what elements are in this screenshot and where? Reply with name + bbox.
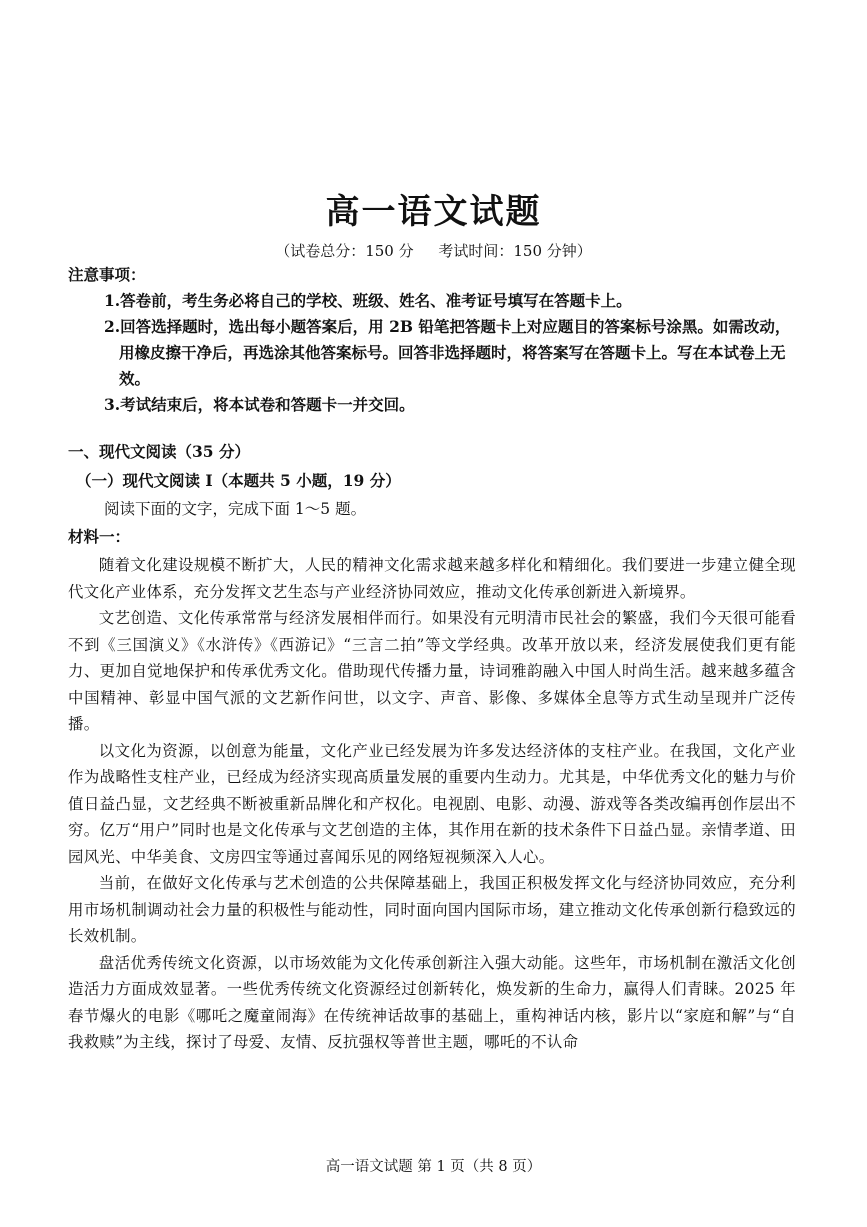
notice-item: 3.考试结束后，将本试卷和答题卡一并交回。 bbox=[104, 395, 415, 414]
notice-heading: 注意事项： bbox=[68, 265, 146, 284]
material-body bbox=[68, 552, 796, 1056]
paragraph: 当前，在做好文化传承与艺术创造的公共保障基础上，我国正积极发挥文化与经济协同效应，充分利用市场机制调动社会力量的积极性与能动性，同时面向国内国际市场，建立推动文化传承创新行稳致远的长效机制。 bbox=[68, 874, 796, 945]
instruction: 阅读下面的文字，完成下面 1～5 题。 bbox=[104, 500, 367, 518]
notice-item: 2.回答选择题时，选出每小题答案后，用 2B 铅笔把答题卡上对应题目的答案标号涂黑。如需改动，用橡皮擦干净后，再选涂其他答案标号。回答非选择题时，将答案写在答题卡上。写在本试卷上无效。 bbox=[104, 317, 791, 388]
paragraph: 文艺创造、文化传承常常与经济发展相伴而行。如果没有元明清市民社会的繁盛，我们今天很可能看不到《三国演义》《水浒传》《西游记》“三言二拍”等文学经典。改革开放以来，经济发展使我们更有能力、更加自觉地保护和传承优秀文化。借助现代传播力量，诗词雅韵融入中国人时尚生活。越来越多蕴含中国精神、彰显中国气派的文艺新作问世，以文字、声音、影像、多媒体全息等方式生动呈现并广泛传播。 bbox=[68, 609, 796, 733]
exam-time: 考试时间：150 分钟） bbox=[438, 242, 592, 260]
material-label: 材料一： bbox=[68, 527, 131, 546]
exam-info bbox=[0, 240, 867, 262]
paragraph: 以文化为资源，以创意为能量，文化产业已经发展为许多发达经济体的支柱产业。在我国，文化产业作为战略性支柱产业，已经成为经济实现高质量发展的重要内生动力。尤其是，中华优秀文化的魅力与价值日益凸显，文艺经典不断被重新品牌化和产权化。电视剧、电影、动漫、游戏等各类改编再创作层出不穷。亿万“用户”同时也是文化传承与文艺创造的主体，其作用在新的技术条件下日益凸显。亲情孝道、田园风光、中华美食、文房四宝等通过喜闻乐见的网络短视频深入人心。 bbox=[68, 741, 796, 866]
total-score: （试卷总分：150 分 bbox=[275, 242, 414, 260]
page-title: 高一语文试题 bbox=[325, 192, 542, 232]
notice-item: 1.答卷前，考生务必将自己的学校、班级、姓名、准考证号填写在答题卡上。 bbox=[104, 291, 632, 310]
section-heading: 一、现代文阅读（35 分） bbox=[68, 442, 250, 461]
paragraph: 盘活优秀传统文化资源，以市场效能为文化传承创新注入强大动能。这些年，市场机制在激活文化创造活力方面成效显著。一些优秀传统文化资源经过创新转化，焕发新的生命力，赢得人们青睐。2025 年春节爆火的电影《哪吒之魔童闹海》在传统神话故事的基础上，重构神话内核，影片以“家庭和解”与“自我救赎”为主线，探讨了母爱、友情、反抗强权等普世主题，哪吒的不认命 bbox=[68, 953, 796, 1051]
sub-section-heading: （一）现代文阅读 I（本题共 5 小题，19 分） bbox=[76, 471, 401, 490]
notice-list bbox=[104, 288, 804, 418]
page-footer: 高一语文试题 第 1 页（共 8 页） bbox=[325, 1159, 542, 1175]
paragraph: 随着文化建设规模不断扩大，人民的精神文化需求越来越多样化和精细化。我们要进一步建立健全现代文化产业体系，充分发挥文艺生态与产业经济协同效应，推动文化传承创新进入新境界。 bbox=[68, 556, 796, 601]
